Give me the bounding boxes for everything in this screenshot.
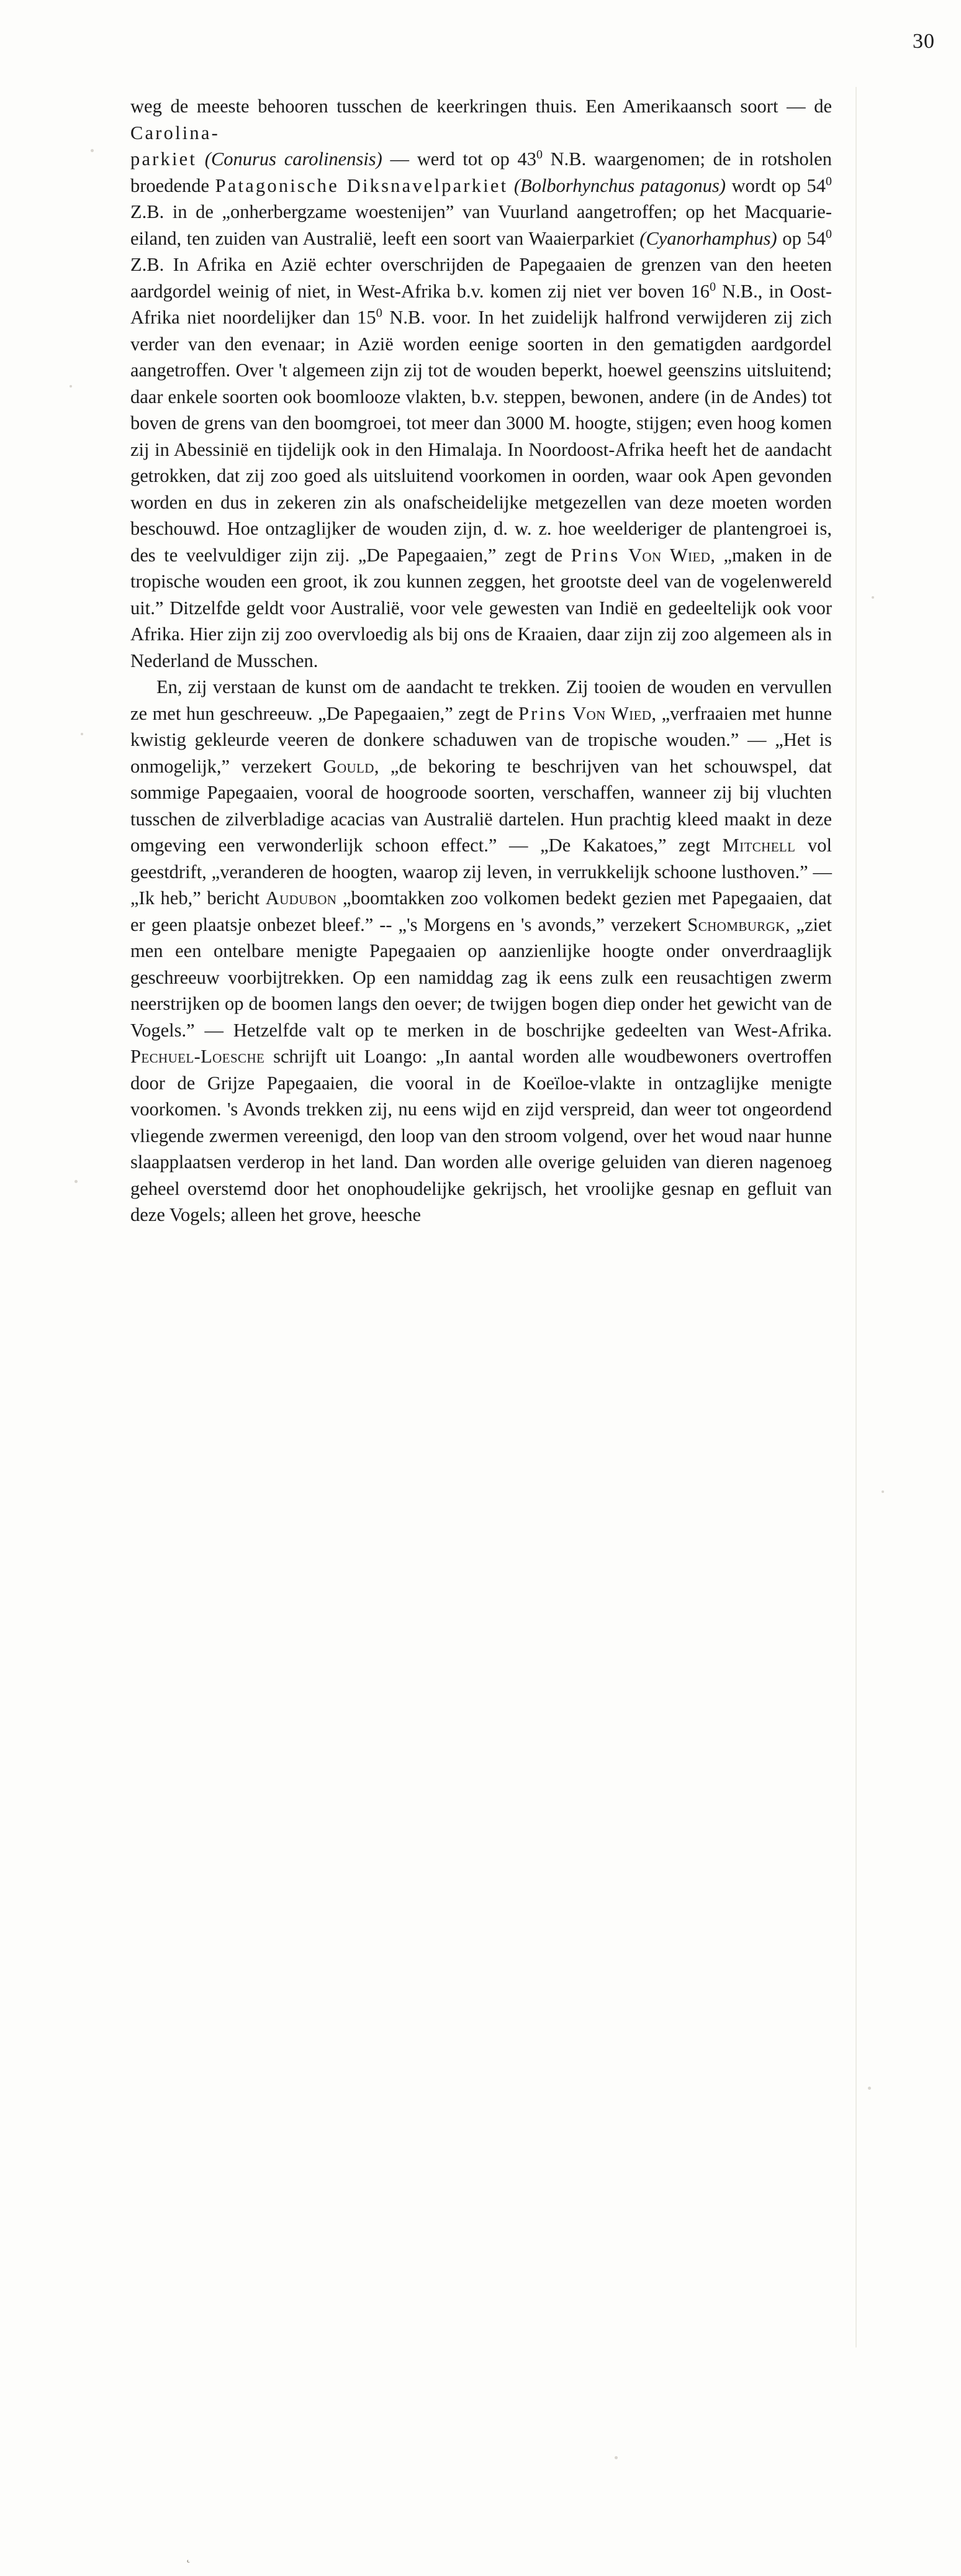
scan-speck — [615, 2456, 618, 2459]
body-text — [130, 93, 832, 1228]
paragraph-text: En, zij verstaan de kunst om de aandacht te trekken. Zij tooien de wouden en vervullen ze met hun geschreeuw. „De Papegaaien,” zegt de Prins Von Wied, „verfraaien met hunne kwistig gekleurde veeren de donkere schaduwen van de tropische wouden.” — „Het is onmogelijk,” verzekert Gould, „de bekoring te beschrijven van het schouwspel, dat sommige Papegaaien, vooral de hoogroode soorten, verschaffen, wanneer zij bij vluchten tusschen de zilverbladige acacias van Australië dartelen. Hun prachtig kleed maakt in deze omgeving een verwonderlijk schoon effect.” — „De Kakatoes,” zegt Mitchell vol geestdrift, „veranderen de hoogten, waarop zij leven, in verrukkelijk schoone lusthoven.” — „Ik heb,” bericht Audubon „boomtakken zoo volkomen bedekt gezien met Papegaaien, dat er geen plaatsje onbezet bleef.” -- „'s Morgens en 's avonds,” verzekert Schomburgk, „ziet men een ontelbare menigte Papegaaien op aanzienlijke hoogte onder onverdraaglijk geschreeuw voorbijtrekken. Op een namiddag zag ik eens zulk een reusachtigen zwerm neerstrijken op de boomen langs den oever; de twijgen bogen diep onder het gewicht van de Vogels.” — Hetzelfde valt op te merken in de boschrijke gedeelten van West-Afrika. Pechuel-Loesche schrijft uit Loango: „In aantal worden alle woudbewoners overtroffen door de Grijze Papegaaien, die vooral in de Koeïloe-vlakte in ontzaglijke menigte voorkomen. 's Avonds trekken zij, nu eens wijd en zijd verspreid, dan weer tot ongeordend vliegende zwermen vereenigd, den loop van den stroom volgend, over het woud naar hunne slaapplaatsen verderop in het land. Dan worden alle overige geluiden van dieren nagenoeg geheel overstemd door het onophoudelijke gekrijsch, het vroolijke gesnap en gefluit van deze Vogels; alleen het grove, heesche — [130, 676, 832, 1225]
term-carolina-parkiet: parkiet — [130, 148, 197, 170]
paragraph — [130, 674, 832, 1228]
paragraph-text: weg de meeste behooren tusschen de keerkringen thuis. Een Amerikaansch soort — de Carolina- — [130, 96, 832, 143]
scan-speck — [81, 733, 83, 735]
paragraph-text-2: — werd tot op $43^0$ N.B. waargenomen; de in rotsholen broedende Patagonische Diksnavelparkiet (Bolborhynchus patagonus) wordt op $54^0$ Z.B. in de „onherbergzame woestenijen” van Vuurland aangetroffen; op het Macquarie-eiland, ten zuiden van Australië, leeft een soort van Waaierparkiet (Cyanorhamphus) op $54^0$ Z.B. In Afrika en Azië echter overschrijden de Papegaaien de grenzen van den heeten aardgordel weinig of niet, in West-Afrika b.v. komen zij niet ver boven $16^0$ N.B., in Oost-Afrika niet noordelijker dan $15^0$ N.B. voor. In het zuidelijk halfrond verwijderen zij zich verder van den evenaar; in Azië worden eenige soorten in den gematigden aardgordel aangetroffen. Over 't algemeen zijn zij tot de wouden beperkt, hoewel geenszins uitsluitend; daar enkele soorten ook boomlooze vlakten, b.v. steppen, bewonen, andere (in de Andes) tot boven de grens van den boomgroei, tot meer dan 3000 M. hoogte, stijgen; even hoog komen zij in Abessinië en tijdelijk ook in den Himalaja. In Noordoost-Afrika heeft het de aandacht getrokken, dat zij zoo goed als uitsluitend voorkomen in oorden, waar ook Apen gevonden worden en dus in zekeren zin als onafscheidelijke metgezellen van deze moeten worden beschouwd. Hoe ontzaglijker de wouden zijn, d. w. z. hoe weelderiger de plantengroei is, des te veelvuldiger zijn zij. „De Papegaaien,” zegt de Prins Von Wied, „maken in de tropische wouden een groot, ik zou kunnen zeggen, het grootste deel van de vogelenwereld uit.” Ditzelfde geldt voor Australië, voor vele gewesten van Indië en gedeeltelijk ook voor Afrika. Hier zijn zij zoo overvloedig als bij ons de Kraaien, daar zijn zij zoo algemeen als in Nederland de Musschen. — [130, 147, 832, 671]
scan-speck — [868, 2087, 871, 2090]
scan-speck — [91, 149, 94, 152]
latin-name-conurus: (Conurus carolinensis) — [204, 148, 382, 170]
page-edge-line — [855, 87, 857, 2347]
scan-speck — [872, 596, 874, 599]
scan-bottom-mark: ˛ — [186, 2547, 191, 2563]
page-number: 30 — [913, 30, 935, 53]
scan-speck — [882, 1490, 884, 1493]
scan-speck — [70, 385, 72, 388]
paragraph — [130, 93, 832, 674]
scan-speck — [74, 1180, 78, 1183]
